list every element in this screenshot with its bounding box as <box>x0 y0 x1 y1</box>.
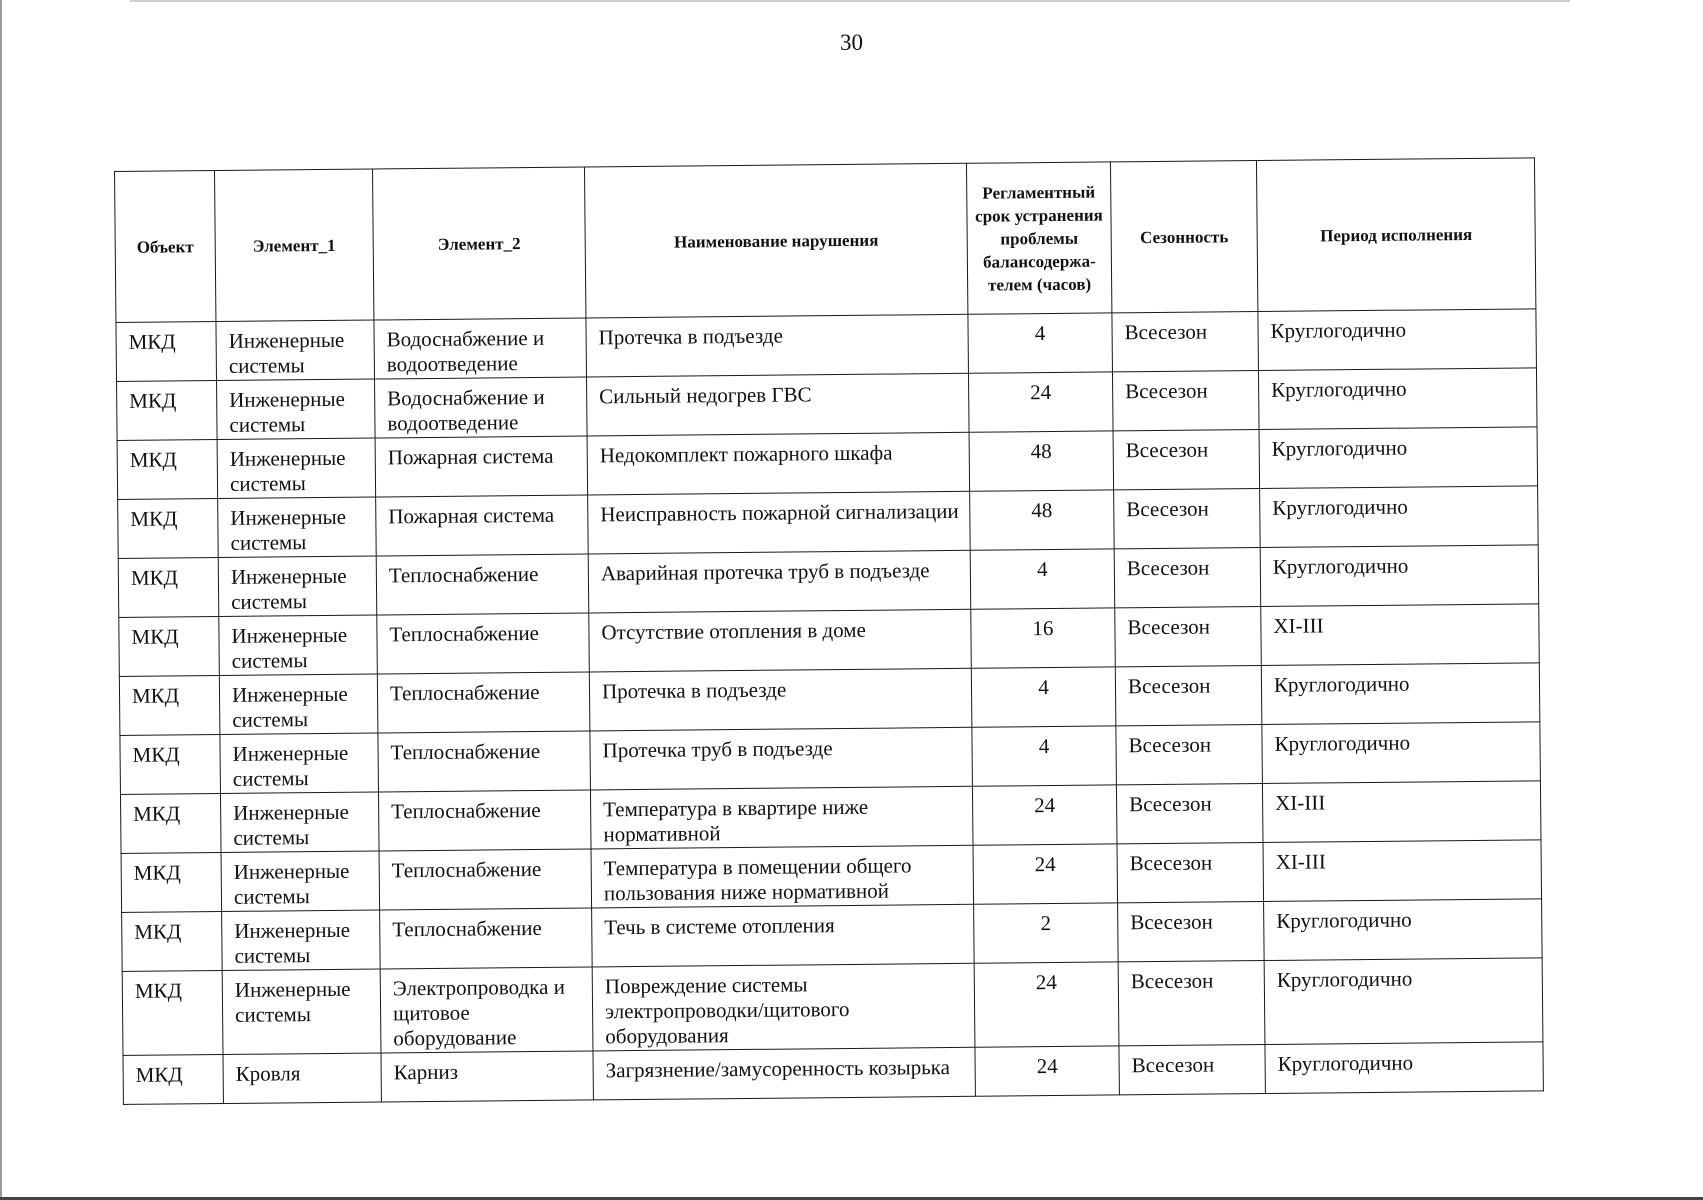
violations-table <box>114 157 1544 1105</box>
cell-deadline-hours: 24 <box>975 1046 1119 1096</box>
cell-period: XI-III <box>1263 840 1542 902</box>
table-header-row <box>115 158 1536 323</box>
cell-object: МКД <box>122 970 223 1055</box>
cell-deadline-hours: 2 <box>974 903 1119 963</box>
cell-deadline-hours: 24 <box>968 372 1113 432</box>
header-object: Объект <box>115 171 216 323</box>
cell-deadline-hours: 4 <box>971 667 1116 727</box>
cell-element-2: Карниз <box>381 1051 593 1102</box>
cell-seasonality: Всесезон <box>1118 960 1265 1045</box>
cell-period: Круглогодично <box>1261 663 1540 725</box>
scan-edge-left <box>0 0 2 1200</box>
cell-object: МКД <box>119 676 220 736</box>
cell-element-1: Инженерные системы <box>219 615 378 676</box>
cell-violation-name: Температура в помещении общего пользования ниже нормативной <box>591 845 974 908</box>
cell-seasonality: Всесезон <box>1114 489 1261 549</box>
cell-violation-name: Аварийная протечка труб в подъезде <box>588 550 971 613</box>
cell-element-1: Инженерные системы <box>217 438 376 499</box>
cell-object: МКД <box>117 440 218 500</box>
cell-object: МКД <box>118 499 219 559</box>
cell-violation-name: Сильный недогрев ГВС <box>586 373 969 436</box>
cell-period: Круглогодично <box>1262 722 1541 784</box>
cell-object: МКД <box>122 912 223 972</box>
cell-element-2: Водоснабжение и водоотведение <box>374 318 587 379</box>
table-row <box>122 958 1543 1056</box>
cell-element-2: Пожарная система <box>376 495 589 556</box>
cell-seasonality: Всесезон <box>1115 666 1262 726</box>
cell-element-2: Пожарная система <box>375 436 588 497</box>
cell-element-1: Инженерные системы <box>222 969 381 1055</box>
cell-deadline-hours: 4 <box>970 549 1115 609</box>
cell-object: МКД <box>119 617 220 677</box>
cell-violation-name: Загрязнение/замусоренность козырька <box>593 1047 975 1100</box>
cell-object: МКД <box>118 558 219 618</box>
cell-period: Круглогодично <box>1259 427 1538 489</box>
cell-element-1: Кровля <box>223 1053 381 1104</box>
cell-deadline-hours: 24 <box>973 844 1118 904</box>
cell-element-2: Теплоснабжение <box>380 908 593 969</box>
cell-period: Круглогодично <box>1260 486 1539 548</box>
cell-element-1: Инженерные системы <box>220 792 379 853</box>
cell-object: МКД <box>120 735 221 795</box>
scan-edge-top <box>130 0 1570 2</box>
cell-object: МКД <box>121 853 222 913</box>
header-element-2: Элемент_2 <box>372 167 585 320</box>
cell-violation-name: Температура в квартире ниже нормативной <box>590 786 973 849</box>
cell-period: Круглогодично <box>1258 368 1537 430</box>
page-number: 30 <box>840 30 863 55</box>
cell-period: Круглогодично <box>1265 1042 1543 1094</box>
cell-violation-name: Протечка в подъезде <box>586 314 969 377</box>
cell-violation-name: Повреждение системы электропроводки/щитового оборудования <box>592 963 975 1051</box>
cell-element-2: Теплоснабжение <box>377 613 590 674</box>
cell-element-2: Теплоснабжение <box>378 731 591 792</box>
cell-element-2: Теплоснабжение <box>378 790 591 851</box>
cell-deadline-hours: 24 <box>974 962 1119 1047</box>
cell-element-1: Инженерные системы <box>219 674 378 735</box>
cell-object: МКД <box>117 381 218 441</box>
cell-element-1: Инженерные системы <box>222 910 381 971</box>
cell-seasonality: Всесезон <box>1114 548 1261 608</box>
cell-violation-name: Неисправность пожарной сигнализации <box>588 491 971 554</box>
cell-seasonality: Всесезон <box>1112 371 1259 431</box>
cell-seasonality: Всесезон <box>1116 784 1263 844</box>
cell-element-2: Водоснабжение и водоотведение <box>375 377 588 438</box>
cell-element-1: Инженерные системы <box>220 733 379 794</box>
table-body <box>116 309 1543 1105</box>
cell-object: МКД <box>116 322 217 382</box>
cell-period: Круглогодично <box>1264 958 1543 1045</box>
cell-element-1: Инженерные системы <box>217 379 376 440</box>
cell-element-2: Теплоснабжение <box>377 672 590 733</box>
cell-deadline-hours: 16 <box>971 608 1116 668</box>
cell-seasonality: Всесезон <box>1117 843 1264 903</box>
cell-seasonality: Всесезон <box>1113 430 1260 490</box>
cell-period: Круглогодично <box>1264 899 1543 961</box>
cell-object: МКД <box>120 794 221 854</box>
cell-period: Круглогодично <box>1260 545 1539 607</box>
cell-seasonality: Всесезон <box>1118 901 1265 961</box>
cell-deadline-hours: 4 <box>968 313 1113 373</box>
cell-object: МКД <box>123 1054 223 1104</box>
cell-period: XI-III <box>1261 604 1540 666</box>
cell-element-2: Теплоснабжение <box>376 554 589 615</box>
cell-element-1: Инженерные системы <box>221 851 380 912</box>
header-period: Период исполнения <box>1256 158 1535 312</box>
cell-element-2: Электропроводка и щитовое оборудование <box>380 967 593 1053</box>
cell-violation-name: Недокомплект пожарного шкафа <box>587 432 970 495</box>
cell-element-1: Инженерные системы <box>218 497 377 558</box>
cell-element-1: Инженерные системы <box>216 320 375 381</box>
header-element-1: Элемент_1 <box>215 169 374 322</box>
cell-deadline-hours: 48 <box>969 431 1114 491</box>
cell-deadline-hours: 48 <box>970 490 1115 550</box>
cell-seasonality: Всесезон <box>1115 607 1262 667</box>
cell-violation-name: Отсутствие отопления в доме <box>589 609 972 672</box>
cell-violation-name: Протечка труб в подъезде <box>590 727 973 790</box>
cell-deadline-hours: 24 <box>972 785 1117 845</box>
cell-deadline-hours: 4 <box>972 726 1117 786</box>
table-container <box>114 157 1543 1105</box>
cell-period: Круглогодично <box>1258 309 1537 371</box>
cell-element-1: Инженерные системы <box>218 556 377 617</box>
header-seasonality: Сезонность <box>1110 161 1257 313</box>
header-deadline-hours: Регламентный срок устранения проблемы балансодержа-телем (часов) <box>966 162 1111 314</box>
cell-seasonality: Всесезон <box>1116 725 1263 785</box>
cell-seasonality: Всесезон <box>1119 1044 1265 1094</box>
cell-violation-name: Протечка в подъезде <box>589 668 972 731</box>
cell-violation-name: Течь в системе отопления <box>592 904 975 967</box>
cell-period: XI-III <box>1262 781 1541 843</box>
cell-element-2: Теплоснабжение <box>379 849 592 910</box>
header-violation-name: Наименование нарушения <box>584 163 967 318</box>
cell-seasonality: Всесезон <box>1112 312 1259 372</box>
